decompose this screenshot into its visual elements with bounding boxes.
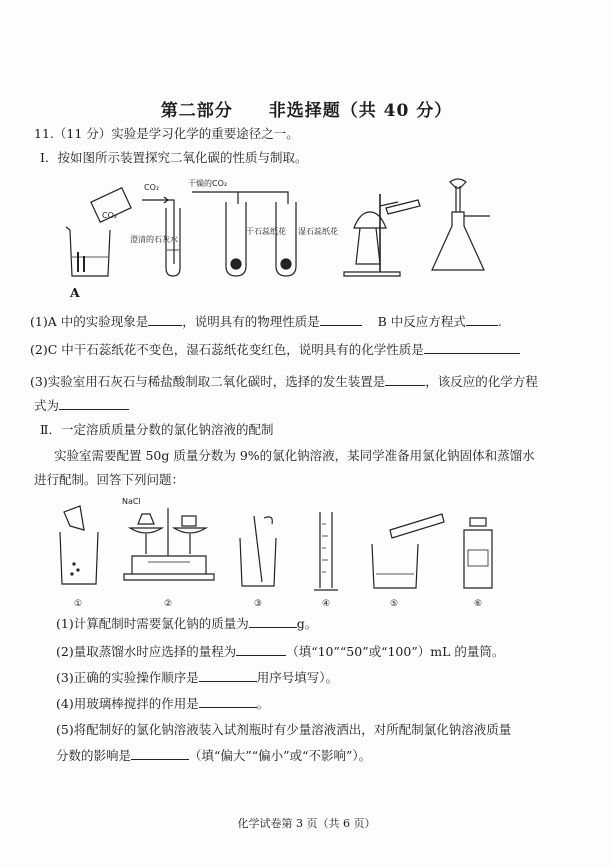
q1-blank-1[interactable] <box>148 313 182 326</box>
step-3-label: ③ <box>254 599 263 609</box>
s5-blank-1[interactable] <box>131 747 189 760</box>
q3-text-3: 式为 <box>34 398 60 413</box>
q2-blank-1[interactable] <box>424 341 520 354</box>
q1-blank-3[interactable] <box>466 313 498 326</box>
q11-head: 11.（11 分）实验是学习化学的重要途径之一。 <box>34 126 299 141</box>
s3-text-1: (3)正确的实验操作顺序是 <box>56 670 199 685</box>
s2 <box>56 642 504 660</box>
part2-text-2: 进行配制。回答下列问题： <box>34 472 185 487</box>
s5-line2 <box>56 746 371 764</box>
q3-line2 <box>34 396 129 414</box>
s4-blank-1[interactable] <box>199 695 257 708</box>
fig-a-label: A <box>70 285 80 300</box>
part2-text-1: 实验室需要配置 50g 质量分数为 9%的氯化钠溶液，某同学准备用氯化钠固体和蒸馏水 <box>54 448 535 463</box>
s3-text-2: 用序号填写）。 <box>256 670 338 685</box>
q1-text-1: (1)A 中的实验现象是 <box>30 314 149 329</box>
section-title: 第二部分 非选择题（共 40 分） <box>160 101 453 121</box>
q2 <box>30 340 520 358</box>
step-5-label: ⑤ <box>390 599 399 609</box>
q2-text-1: (2)C 中干石蕊纸花不变色，湿石蕊纸花变红色，说明具有的化学性质是 <box>30 342 424 357</box>
s4-text-1: (4)用玻璃棒搅拌的作用是 <box>56 696 199 711</box>
dry-litmus-label: 干石蕊纸花 <box>246 227 286 236</box>
co2-apparatus-figure <box>60 172 500 280</box>
q1-text-4: . <box>497 314 502 329</box>
step-1-label: ① <box>74 599 83 609</box>
q3-text-1: (3)实验室用石灰石与稀盐酸制取二氧化碳时，选择的发生装置是 <box>30 374 386 389</box>
q3 <box>30 372 538 390</box>
q3-text-2: ，该反应的化学方程 <box>425 374 538 389</box>
s5-text-2: 分数的影响是 <box>56 748 132 763</box>
limewater-label: 澄清的石灰水 <box>130 235 178 244</box>
page-footer: 化学试卷第 3 页（共 6 页） <box>237 817 376 830</box>
s1-text-2: g。 <box>296 616 318 631</box>
s3 <box>56 668 338 686</box>
co2-box-label: CO₂ <box>102 211 118 220</box>
s2-blank-1[interactable] <box>236 643 286 656</box>
s3-blank-1[interactable] <box>199 669 257 682</box>
step-6-label: ⑥ <box>474 599 483 609</box>
solution-prep-figure <box>50 494 520 610</box>
step-2-label: ② <box>164 599 173 609</box>
part2-title: Ⅱ．一定溶质质量分数的氯化钠溶液的配制 <box>40 422 274 437</box>
q1 <box>30 312 502 330</box>
wet-litmus-label: 湿石蕊纸花 <box>298 227 338 236</box>
nacl-label: NaCl <box>122 497 141 506</box>
s2-text-1: (2)量取蒸馏水时应选择的量程为 <box>56 644 237 659</box>
part1-title: Ⅰ．按如图所示装置探究二氧化碳的性质与制取。 <box>40 150 308 165</box>
s5-text-3: （填“偏大”“偏小”或“不影响”）。 <box>189 748 372 763</box>
q3-blank-2[interactable] <box>59 397 129 410</box>
s5-line1: (5)将配制好的氯化钠溶液装入试剂瓶时有少量溶液洒出，对所配制氯化钠溶液质量 <box>56 722 512 737</box>
dry-co2-label: 干燥的CO₂ <box>188 179 228 188</box>
co2-arrow-label: CO₂ <box>144 183 160 192</box>
s2-text-2: （填“10”“50”或“100”）mL 的量筒。 <box>286 644 505 659</box>
q1-text-2: ，说明具有的物理性质是 <box>182 314 320 329</box>
s1 <box>56 614 317 632</box>
q3-blank-1[interactable] <box>385 373 425 386</box>
step-4-label: ④ <box>322 599 331 609</box>
s1-blank-1[interactable] <box>249 615 297 628</box>
q1-text-3: B 中反应方程式 <box>377 314 466 329</box>
s4 <box>56 694 269 712</box>
s4-text-2: 。 <box>256 696 270 711</box>
s1-text-1: (1)计算配制时需要氯化钠的质量为 <box>56 616 249 631</box>
q1-blank-2[interactable] <box>320 313 362 326</box>
